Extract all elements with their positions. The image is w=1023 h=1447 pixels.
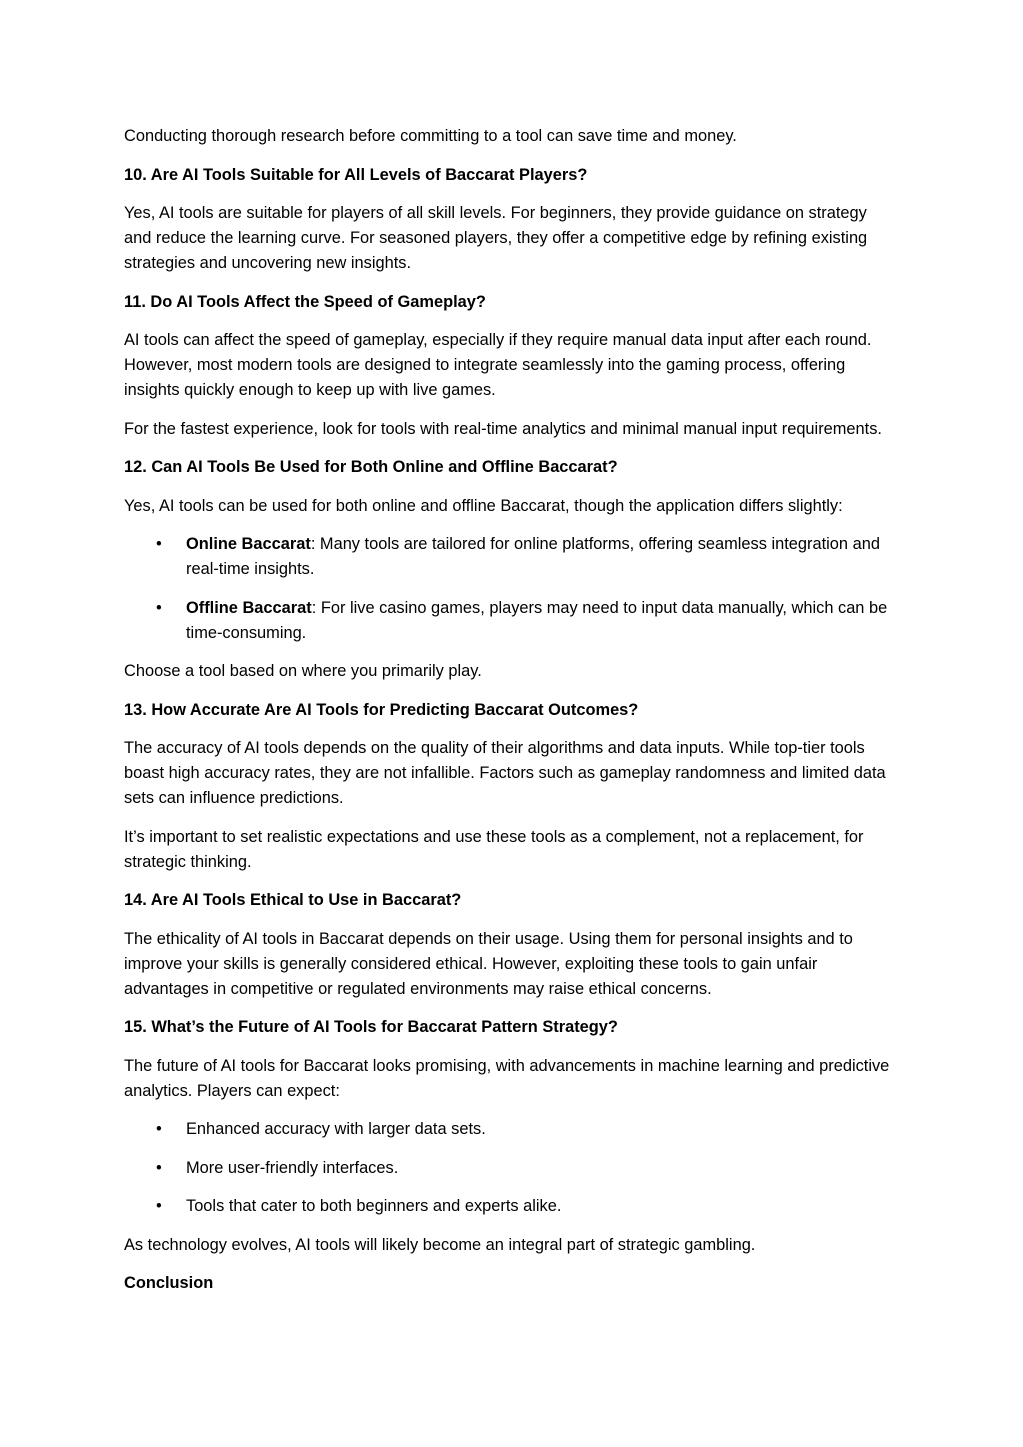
list-item-term: Offline Baccarat <box>186 598 312 617</box>
list-item <box>124 1194 894 1219</box>
heading-q11: 11. Do AI Tools Affect the Speed of Gameplay? <box>124 292 486 311</box>
bullet-icon: • <box>156 1120 162 1138</box>
heading-q14: 14. Are AI Tools Ethical to Use in Baccarat? <box>124 891 462 909</box>
heading-q13: 13. How Accurate Are AI Tools for Predicting Baccarat Outcomes? <box>124 700 639 719</box>
paragraph-q14: The ethicality of AI tools in Baccarat depends on their usage. Using them for personal insights and to improve your skills is generally considered ethical. However, exploiting these tools to gain unfair advantages in competitive or regulated environments may raise ethical concerns. <box>124 929 853 998</box>
heading-conclusion: Conclusion <box>124 1274 214 1292</box>
paragraph-research: Conducting thorough research before committing to a tool can save time and money. <box>124 127 737 145</box>
list-q12 <box>124 532 894 646</box>
paragraph-q12-a: Yes, AI tools can be used for both online and offline Baccarat, though the application differs slightly: <box>124 496 843 515</box>
paragraph-q13-b: It’s important to set realistic expectations and use these tools as a complement, not a replacement, for strategic thinking. <box>124 827 864 871</box>
paragraph-q11-b: For the fastest experience, look for tools with real-time analytics and minimal manual input requirements. <box>124 419 882 438</box>
bullet-icon: • <box>156 535 162 553</box>
heading-q15: 15. What’s the Future of AI Tools for Baccarat Pattern Strategy? <box>124 1018 618 1036</box>
bullet-icon: • <box>156 598 162 617</box>
list-item <box>124 1156 894 1181</box>
list-item-text: More user-friendly interfaces. <box>186 1158 399 1177</box>
list-item <box>124 596 894 646</box>
paragraph-q13-a: The accuracy of AI tools depends on the quality of their algorithms and data inputs. While top-tier tools boast high accuracy rates, they are not infallible. Factors such as gameplay randomness and limited data sets can influence predictions. <box>124 739 886 807</box>
list-item-text: Tools that cater to both beginners and experts alike. <box>186 1197 562 1215</box>
paragraph-q11-a: AI tools can affect the speed of gameplay, especially if they require manual data input after each round. However, most modern tools are designed to integrate seamlessly into the gaming process, offering insights quickly enough to keep up with live games. <box>124 331 872 399</box>
list-item <box>124 532 894 582</box>
list-item-term: Online Baccarat <box>186 535 311 553</box>
heading-q12: 12. Can AI Tools Be Used for Both Online and Offline Baccarat? <box>124 458 618 476</box>
bullet-icon: • <box>156 1158 162 1177</box>
heading-q10: 10. Are AI Tools Suitable for All Levels of Baccarat Players? <box>124 165 588 184</box>
list-item-text: : Many tools are tailored for online platforms, offering seamless integration and real-time insights. <box>186 535 880 578</box>
document-page <box>124 124 894 1310</box>
paragraph-q15-a: The future of AI tools for Baccarat looks promising, with advancements in machine learning and predictive analytics. Players can expect: <box>124 1056 890 1100</box>
bullet-icon: • <box>156 1197 162 1215</box>
list-item <box>124 1117 894 1142</box>
list-item-text: : For live casino games, players may need to input data manually, which can be time-consuming. <box>186 598 888 642</box>
paragraph-q10: Yes, AI tools are suitable for players of all skill levels. For beginners, they provide guidance on strategy and reduce the learning curve. For seasoned players, they offer a competitive edge by refining existing strategies and uncovering new insights. <box>124 204 868 272</box>
paragraph-q12-b: Choose a tool based on where you primarily play. <box>124 662 482 680</box>
paragraph-q15-b: As technology evolves, AI tools will likely become an integral part of strategic gambling. <box>124 1235 756 1254</box>
list-q15 <box>124 1117 894 1219</box>
list-item-text: Enhanced accuracy with larger data sets. <box>186 1120 486 1138</box>
